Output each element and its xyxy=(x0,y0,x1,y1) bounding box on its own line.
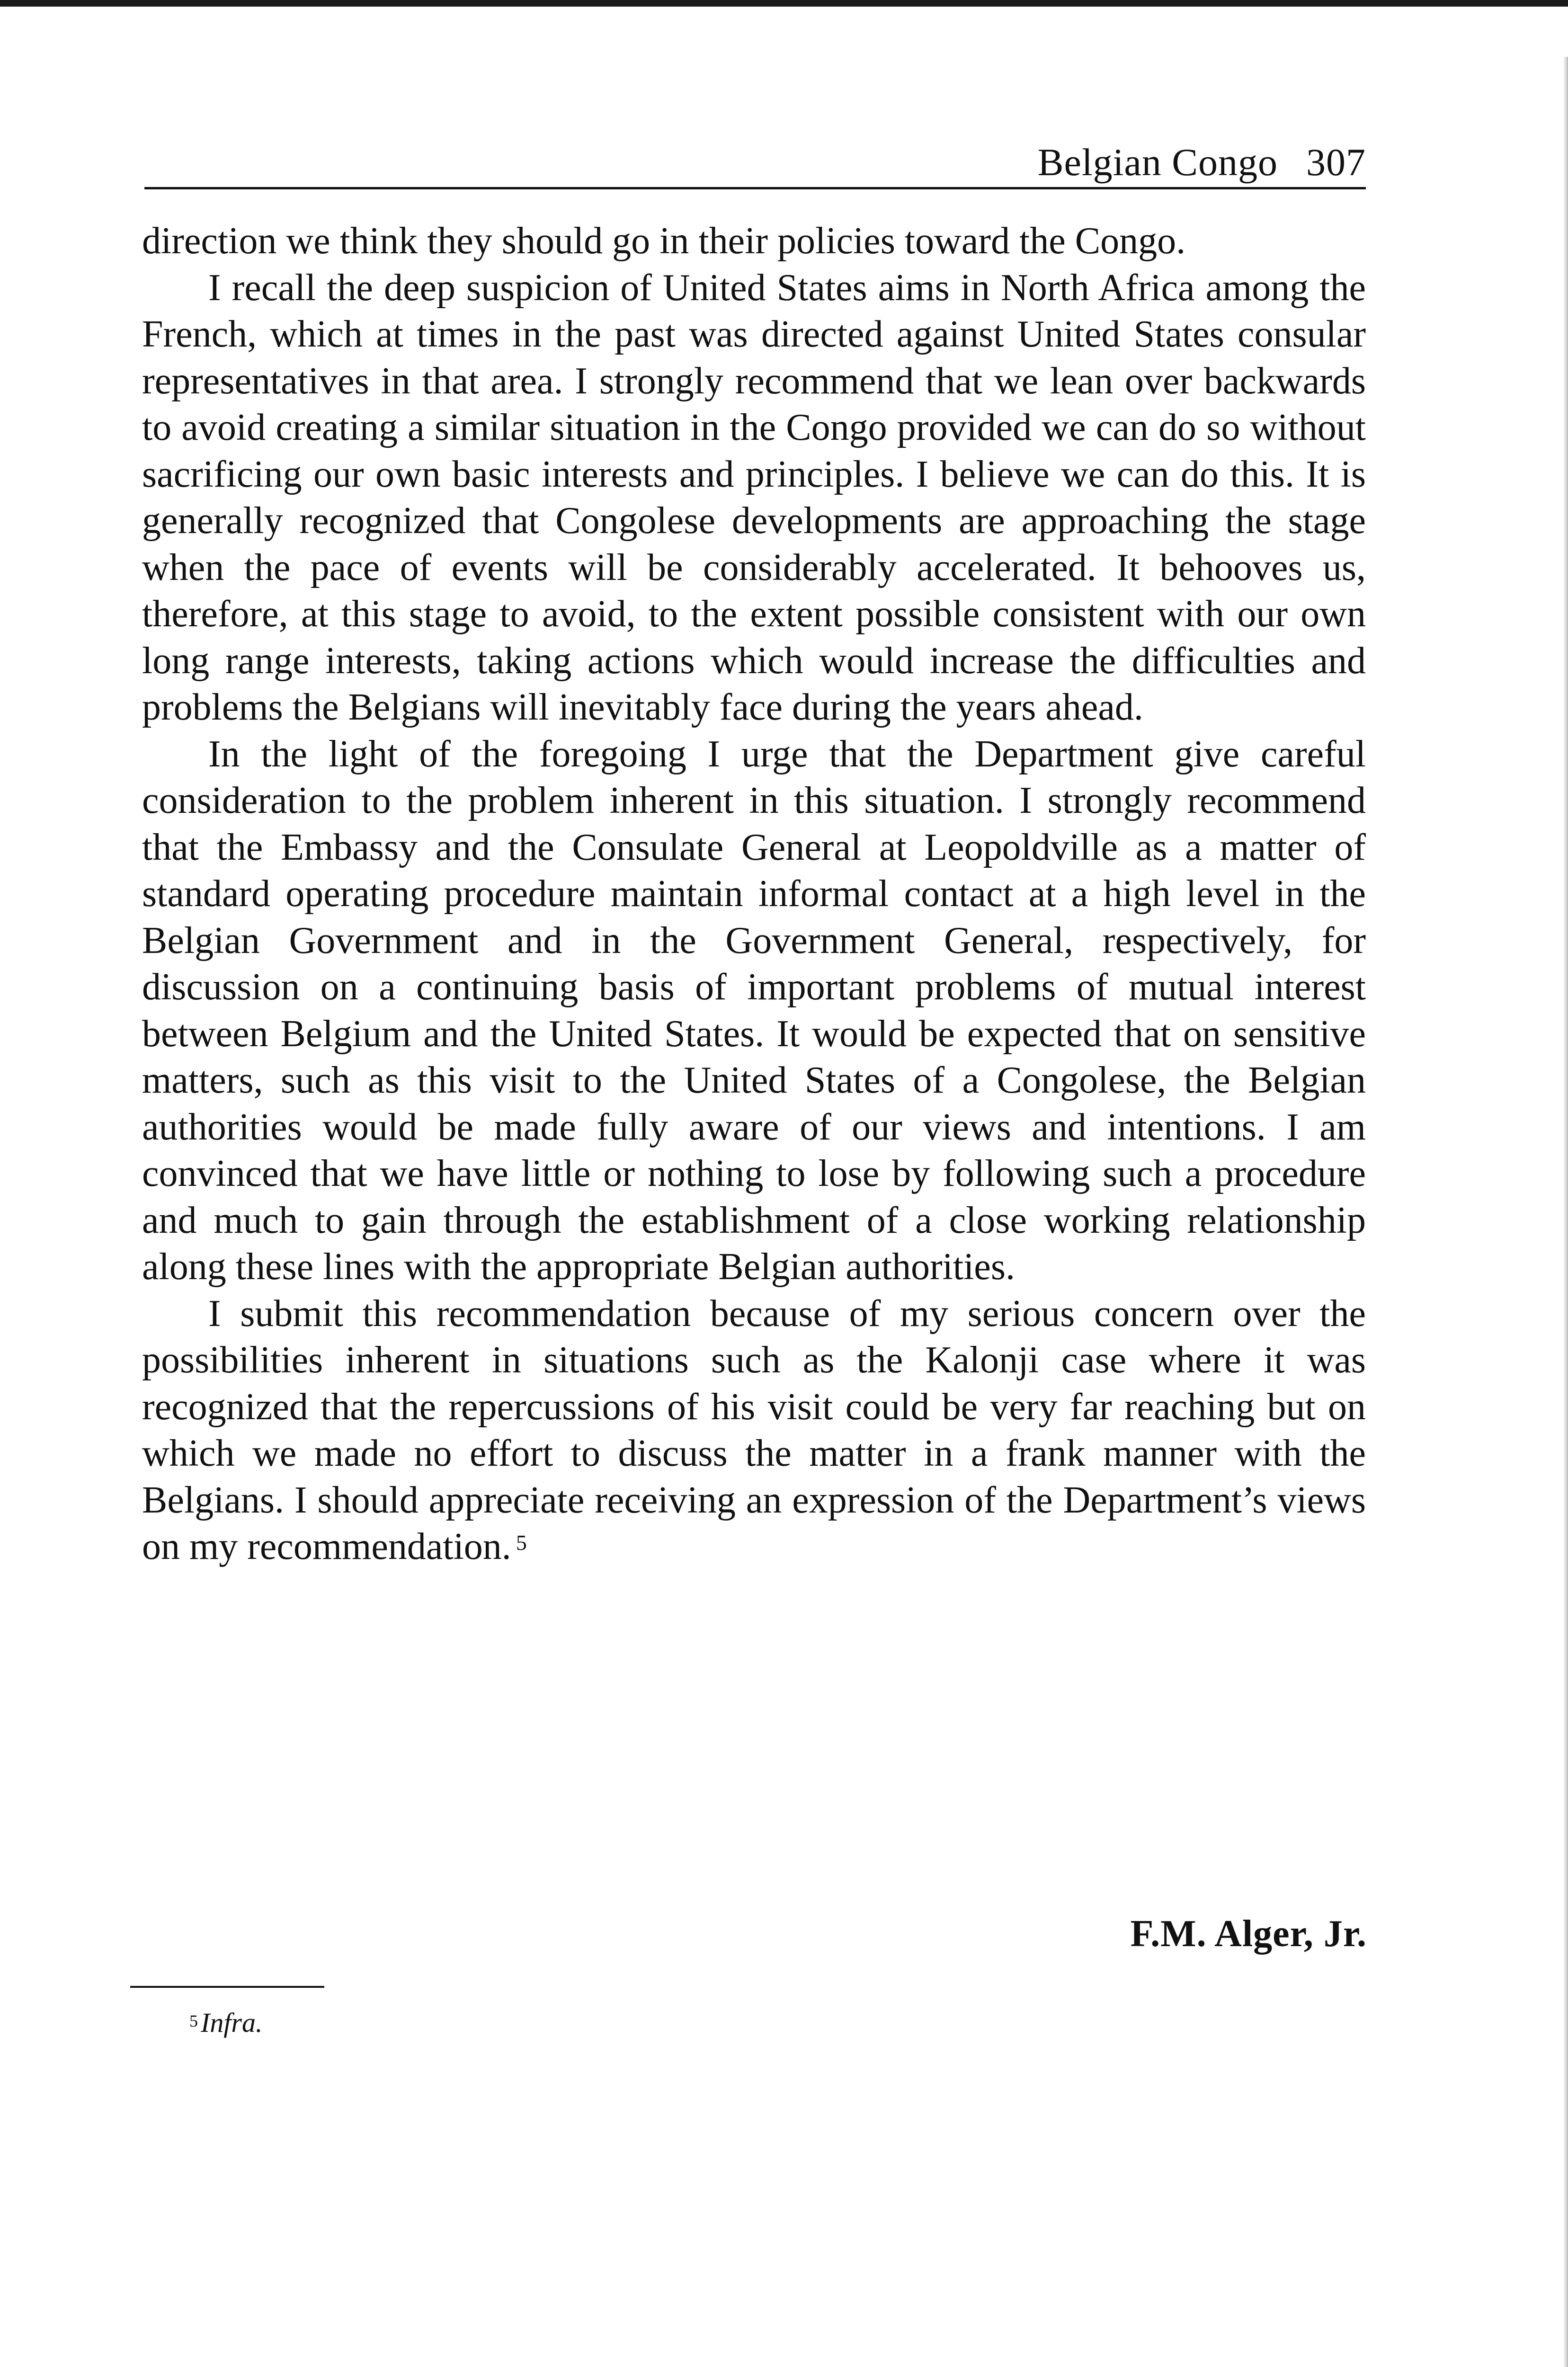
paragraph-continued xyxy=(142,218,1366,265)
paragraph-recommendation xyxy=(142,731,1366,1290)
paragraph-4-text: I submit this recommendation because of my serious concern over the possibilities inherent in situations such as the Kalonji case where it was recognized that the repercussions of his visit could be very far reaching but on which we made no effort to discuss the matter in a frank manner with the Belgians. I should appreciate receiving an expression of the Department’s views on my recommendation. xyxy=(142,1292,1366,1567)
footnote-number: 5 xyxy=(189,2011,198,2030)
running-head-text xyxy=(1038,139,1366,186)
signature: F.M. Alger, Jr. xyxy=(1130,1913,1367,1955)
footnote-text: Infra. xyxy=(201,2007,263,2038)
page-number: 307 xyxy=(1306,141,1366,184)
paragraph-1-text: direction we think they should go in their policies toward the Congo. xyxy=(142,220,1186,262)
paragraph-3-text: In the light of the foregoing I urge that the Department give careful consideration to the problem inherent in this situation. I strongly recommend that the Embassy and the Consulate General at Leopoldville as a matter of standard operating procedure maintain informal contact at a high level in the Belgian Government and in the Government General, respectively, for discussion on a continuing basis of important problems of mutual interest between Belgium and the United States. It would be expected that on sensitive matters, such as this visit to the United States of a Congolese, the Belgian authorities would be made fully aware of our views and intentions. I am convinced that we have little or nothing to lose by following such a procedure and much to gain through the establishment of a close working relationship along these lines with the appropriate Belgian authorities. xyxy=(142,733,1366,1288)
footnote-divider xyxy=(130,1986,324,1988)
page-edge-shadow xyxy=(1563,57,1568,2367)
body-text xyxy=(142,218,1366,1570)
paragraph-2-text: I recall the deep suspicion of United States aims in North Africa among the French, which at times in the past was directed against United States consular representatives in that area. I strongly recommend that we lean over backwards to avoid creating a similar situation in the Congo provided we can do so without sacrificing our own basic interests and principles. I believe we can do this. It is generally recognized that Congolese developments are approaching the stage when the pace of events will be considerably accelerated. It behooves us, therefore, at this stage to avoid, to the extent possible consistent with our own long range interests, taking actions which would increase the difficulties and problems the Belgians will inevitably face during the years ahead. xyxy=(142,267,1366,728)
footnote-reference[interactable]: 5 xyxy=(516,1531,527,1555)
top-border xyxy=(0,0,1568,7)
footnote xyxy=(189,2006,263,2039)
paragraph-suspicion xyxy=(142,265,1366,731)
running-head-title: Belgian Congo xyxy=(1037,141,1278,184)
paragraph-concern xyxy=(142,1290,1366,1570)
running-head xyxy=(144,135,1366,189)
